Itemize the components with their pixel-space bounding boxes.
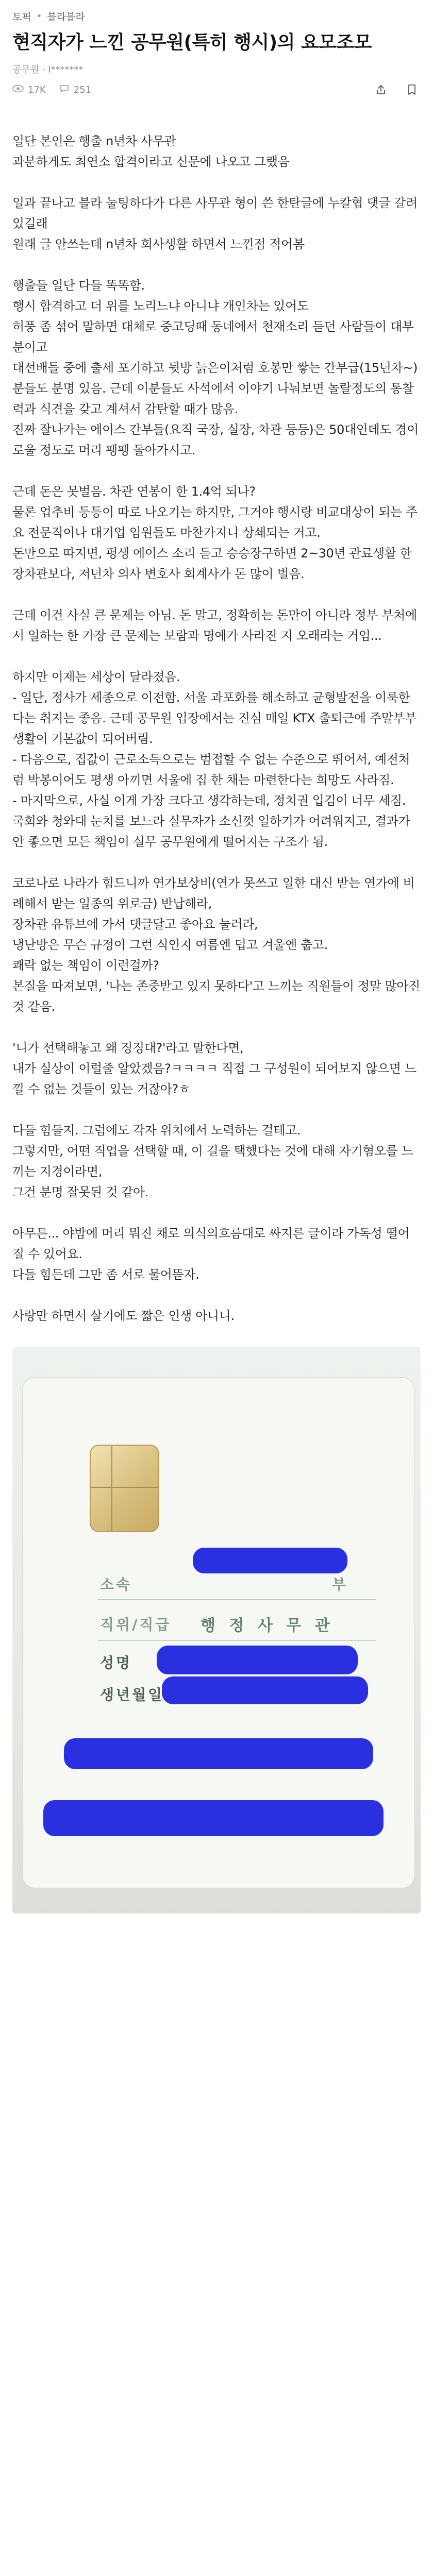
comment-count[interactable] xyxy=(59,83,91,96)
affiliation-label: 소속 xyxy=(100,1576,132,1593)
bookmark-icon[interactable] xyxy=(403,81,421,98)
post-title: 현직자가 느낀 공무원(특히 행시)의 요모조모 xyxy=(12,32,372,53)
body-paragraph: 코로나로 나라가 힘드니까 연가보상비(연가 못쓰고 일한 대신 받는 연가에 비례해서 받는 일종의 위로금) 반납해라, 장차관 유튜브에 가서 댓글달고 좋아요 눌러라, 냉난방은 무슨 규정이 그런 식인지 여름엔 덥고 겨울엔 춥고. 쾌락 없는 책임이 이런걸까? 본질을 따져보면, '나는 존중받고 있지 못하다'고 느끼는 직원들이 정말 많아진 것 같음. xyxy=(12,876,420,1014)
ic-chip-icon xyxy=(90,1445,159,1532)
post-body xyxy=(0,110,433,1326)
post-author[interactable]: 공무원 · l******* xyxy=(12,64,84,75)
position-label: 직위/직급 xyxy=(100,1616,172,1633)
comment-count-value: 251 xyxy=(73,84,92,95)
body-paragraph: 아무튼... 야밤에 머리 뭐진 채로 의식의흐름대로 싸지른 글이라 가독성 떨어질 수 있어요. 다들 힘든데 그만 좀 서로 물어뜯자. xyxy=(12,1226,410,1282)
share-icon[interactable] xyxy=(372,81,390,98)
name-label: 성명 xyxy=(100,1654,132,1671)
redaction-mark xyxy=(64,1738,373,1769)
card-rule xyxy=(97,1599,376,1600)
position-value: 행 정 사 무 관 xyxy=(201,1617,334,1635)
body-paragraph: 근데 돈은 못벌음. 차관 연봉이 한 1.4억 되나? 물론 업추비 등등이 따로 나오기는 하지만, 그거야 행시랑 비교대상이 되는 주요 전문직이나 대기업 임원들도 마찬가지니 상쇄되는 거고. 돈만으로 따지면, 평생 에이스 소리 듣고 승승장구하면 2~30년 관료생활 한 장차관보다, 저년차 의사 변호사 회계사가 돈 많이 벌음. xyxy=(12,484,418,581)
breadcrumb-separator: • xyxy=(36,11,42,22)
view-count-value: 17K xyxy=(28,84,46,95)
birth-date-label: 생년월일 xyxy=(100,1686,164,1703)
card-rule xyxy=(97,1640,376,1641)
comment-icon xyxy=(59,83,70,96)
view-count xyxy=(12,84,46,95)
redaction-mark xyxy=(43,1800,384,1836)
body-paragraph: '니가 선택해놓고 왜 징징대?'라고 말한다면, 내가 실상이 이럴줄 알았겠음?ㅋㅋㅋㅋ 직접 그 구성원이 되어보지 않으면 느낄 수 없는 것들이 있는 거잖아?ㅎ xyxy=(12,1041,417,1096)
redaction-mark xyxy=(162,1676,368,1704)
id-card-photo[interactable] xyxy=(12,1347,421,1913)
eye-icon xyxy=(12,84,24,95)
id-card xyxy=(23,1378,414,1888)
breadcrumb xyxy=(0,0,433,23)
body-paragraph: 일단 본인은 행출 n년차 사무관 과분하게도 최연소 합격이라고 신문에 나오고 그랬음 xyxy=(12,134,290,169)
redaction-mark xyxy=(157,1646,358,1674)
post-stats xyxy=(0,76,433,98)
card-corner-mark: 부 xyxy=(332,1576,348,1593)
breadcrumb-topic[interactable]: 토픽 xyxy=(12,11,31,23)
breadcrumb-board[interactable]: 블라블라 xyxy=(47,11,85,23)
body-paragraph: 행출들 일단 다들 똑똑함. 행시 합격하고 더 위를 노리느냐 아니냐 개인차는 있어도 허풍 좀 섞어 말하면 대체로 중고딩때 동네에서 천재소리 듣던 사람들이 대부분이고 대선배들 중에 출세 포기하고 뒷방 늙은이처럼 호봉만 쌓는 간부급(15년차~)분들도 분명 있음. 근데 이분들도 사석에서 이야기 나눠보면 놀랄정도의 통찰력과 식견을 갖고 계셔서 감탄할 때가 많음. 진짜 잘나가는 에이스 간부들(요직 국장, 실장, 차관 등등)은 50대인데도 경이로울 정도로 머리 팽팽 돌아가시고. xyxy=(12,278,419,457)
body-paragraph: 근데 이건 사실 큰 문제는 아님. 돈 말고, 정확히는 돈만이 아니라 정부 부처에서 일하는 한 가장 큰 문제는 보람과 명예가 사라진 지 오래라는 거임... xyxy=(12,608,417,643)
body-paragraph: 하지만 이제는 세상이 달라졌음. - 일단, 정사가 세종으로 이전함. 서울 과포화를 해소하고 균형발전을 이룩한다는 취지는 좋음. 근데 공무원 입장에서는 진심 매일 KTX 출퇴근에 주말부부 생활이 기본값이 되어버림. - 다음으로, 집값이 근로소득으로는 범접할 수 없는 수준으로 뛰어서, 예전처럼 박봉이어도 평생 아끼면 서울에 집 한 채는 마련한다는 희망도 사라짐. - 마지막으로, 사실 이게 가장 크다고 생각하는데, 정치권 입김이 너무 세짐. 국회와 청와대 눈치를 보느라 실무자가 소신껏 일하기가 어려워지고, 결과가 안 좋으면 모든 책임이 실무 공무원에게 떨어지는 구조가 됨. xyxy=(12,670,417,849)
redaction-mark xyxy=(193,1548,347,1573)
body-paragraph: 사랑만 하면서 살기에도 짧은 인생 아니니. xyxy=(12,1309,235,1323)
body-paragraph: 다들 힘들지. 그럼에도 각자 위치에서 노력하는 걸테고. 그렇지만, 어떤 직업을 선택할 때, 이 길을 택했다는 것에 대해 자기혐오를 느끼는 지경이라면, 그건 분명 잘못된 것 같아. xyxy=(12,1123,413,1199)
body-paragraph: 일과 끝나고 블라 눌팅하다가 다른 사무관 형이 쓴 한탄글에 누칼협 댓글 갈려있길래 원래 글 안쓰는데 n년차 회사생활 하면서 느낀점 적어봄 xyxy=(12,196,418,251)
